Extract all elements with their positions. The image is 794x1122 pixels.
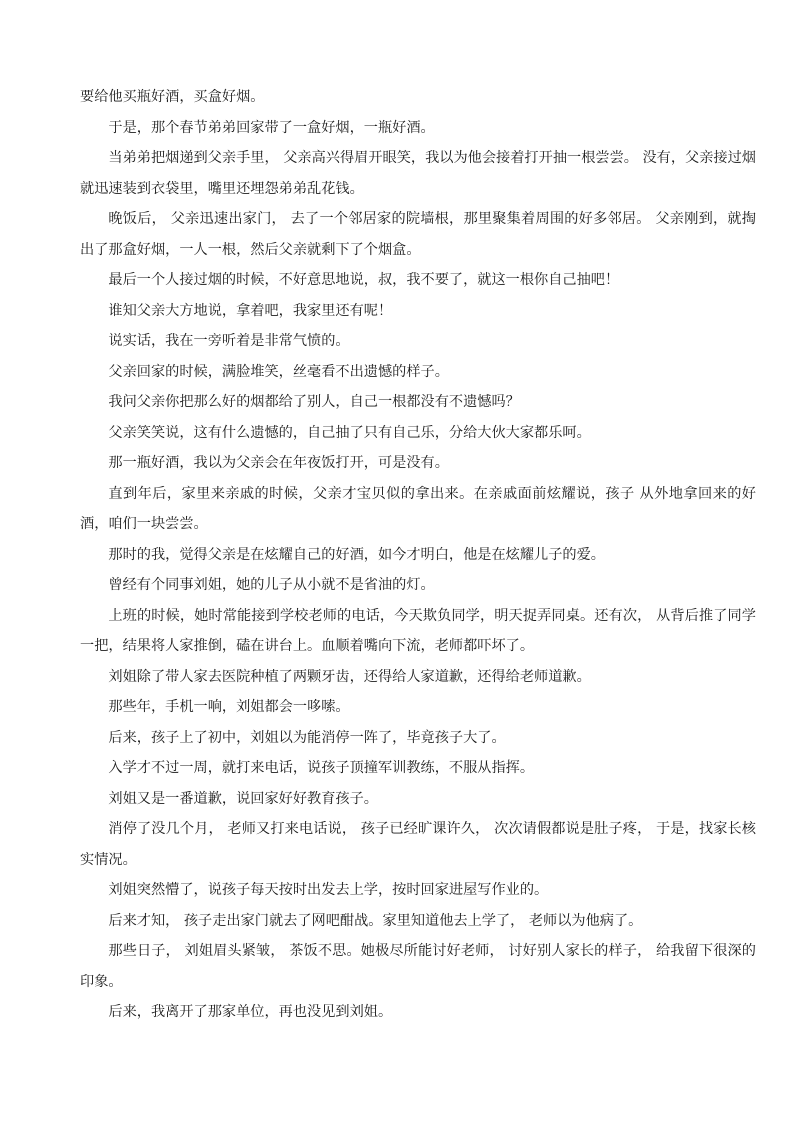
paragraph: 那些年，手机一响，刘姐都会一哆嗦。	[108, 699, 350, 715]
paragraph: 那时的我，觉得父亲是在炫耀自己的好酒，如今才明白，他是在炫耀儿子的爱。	[108, 546, 605, 563]
paragraph: 父亲回家的时候，满脸堆笑，丝毫看不出遗憾的样子。	[108, 363, 449, 380]
paragraph: 我问父亲你把那么好的烟都给了别人，自己一根都没有不遗憾吗？	[108, 394, 520, 410]
paragraph: 上班的时候，她时常能接到学校老师的电话，今天欺负同学，明天捉弄同桌。还有次， 从背后推了同学一把，结果将人家推倒，磕在讲台上。血顺着嘴向下流，老师都吓坏了。	[80, 607, 756, 654]
paragraph: 直到年后，家里来亲戚的时候，父亲才宝贝似的拿出来。在亲戚面前炫耀说，孩子 从外地拿回来的好酒，咱们一块尝尝。	[80, 485, 756, 532]
paragraph: 消停了没几个月， 老师又打来电话说， 孩子已经旷课许久， 次次请假都说是肚子疼， 于是，找家长核实情况。	[80, 821, 756, 868]
paragraph: 要给他买瓶好酒，买盒好烟。	[80, 89, 265, 105]
paragraph: 最后一个人接过烟的时候，不好意思地说，叔，我不要了，就这一根你自己抽吧！	[108, 272, 620, 288]
paragraph: 那一瓶好酒，我以为父亲会在年夜饭打开，可是没有。	[108, 455, 449, 471]
paragraph: 后来，孩子上了初中，刘姐以为能消停一阵了，毕竟孩子大了。	[108, 729, 506, 746]
paragraph: 那些日子， 刘姐眉头紧皱， 茶饭不思。她极尽所能讨好老师， 讨好别人家长的样子， 给我留下很深的印象。	[80, 943, 756, 990]
paragraph: 谁知父亲大方地说，拿着吧，我家里还有呢！	[108, 302, 393, 319]
paragraph: 于是，那个春节弟弟回家带了一盒好烟，一瓶好酒。	[108, 119, 435, 136]
paragraph: 曾经有个同事刘姐，她的儿子从小就不是省油的灯。	[108, 577, 435, 593]
paragraph: 后来才知， 孩子走出家门就去了网吧酣战。家里知道他去上学了， 老师以为他病了。	[108, 912, 643, 929]
paragraph: 晚饭后， 父亲迅速出家门， 去了一个邻居家的院墙根，那里聚集着周围的好多邻居。 父亲刚到，就掏出了那盒好烟，一人一根，然后父亲就剩下了个烟盒。	[80, 211, 756, 258]
article-body	[80, 82, 756, 1028]
paragraph: 入学才不过一周，就打来电话，说孩子顶撞军训教练，不服从指挥。	[108, 760, 535, 776]
paragraph: 刘姐突然懵了，说孩子每天按时出发去上学，按时回家进屋写作业的。	[108, 882, 549, 898]
paragraph: 刘姐除了带人家去医院种植了两颗牙齿，还得给人家道歉，还得给老师道歉。	[108, 668, 591, 685]
paragraph: 当弟弟把烟递到父亲手里， 父亲高兴得眉开眼笑，我以为他会接着打开抽一根尝尝。 没有，父亲接过烟就迅速装到衣袋里，嘴里还埋怨弟弟乱花钱。	[80, 150, 756, 197]
paragraph: 后来，我离开了那家单位，再也没见到刘姐。	[108, 1004, 393, 1020]
paragraph: 说实话，我在一旁听着是非常气愤的。	[108, 333, 350, 349]
paragraph: 刘姐又是一番道歉，说回家好好教育孩子。	[108, 790, 378, 807]
paragraph: 父亲笑笑说，这有什么遗憾的，自己抽了只有自己乐，分给大伙大家都乐呵。	[108, 424, 591, 441]
